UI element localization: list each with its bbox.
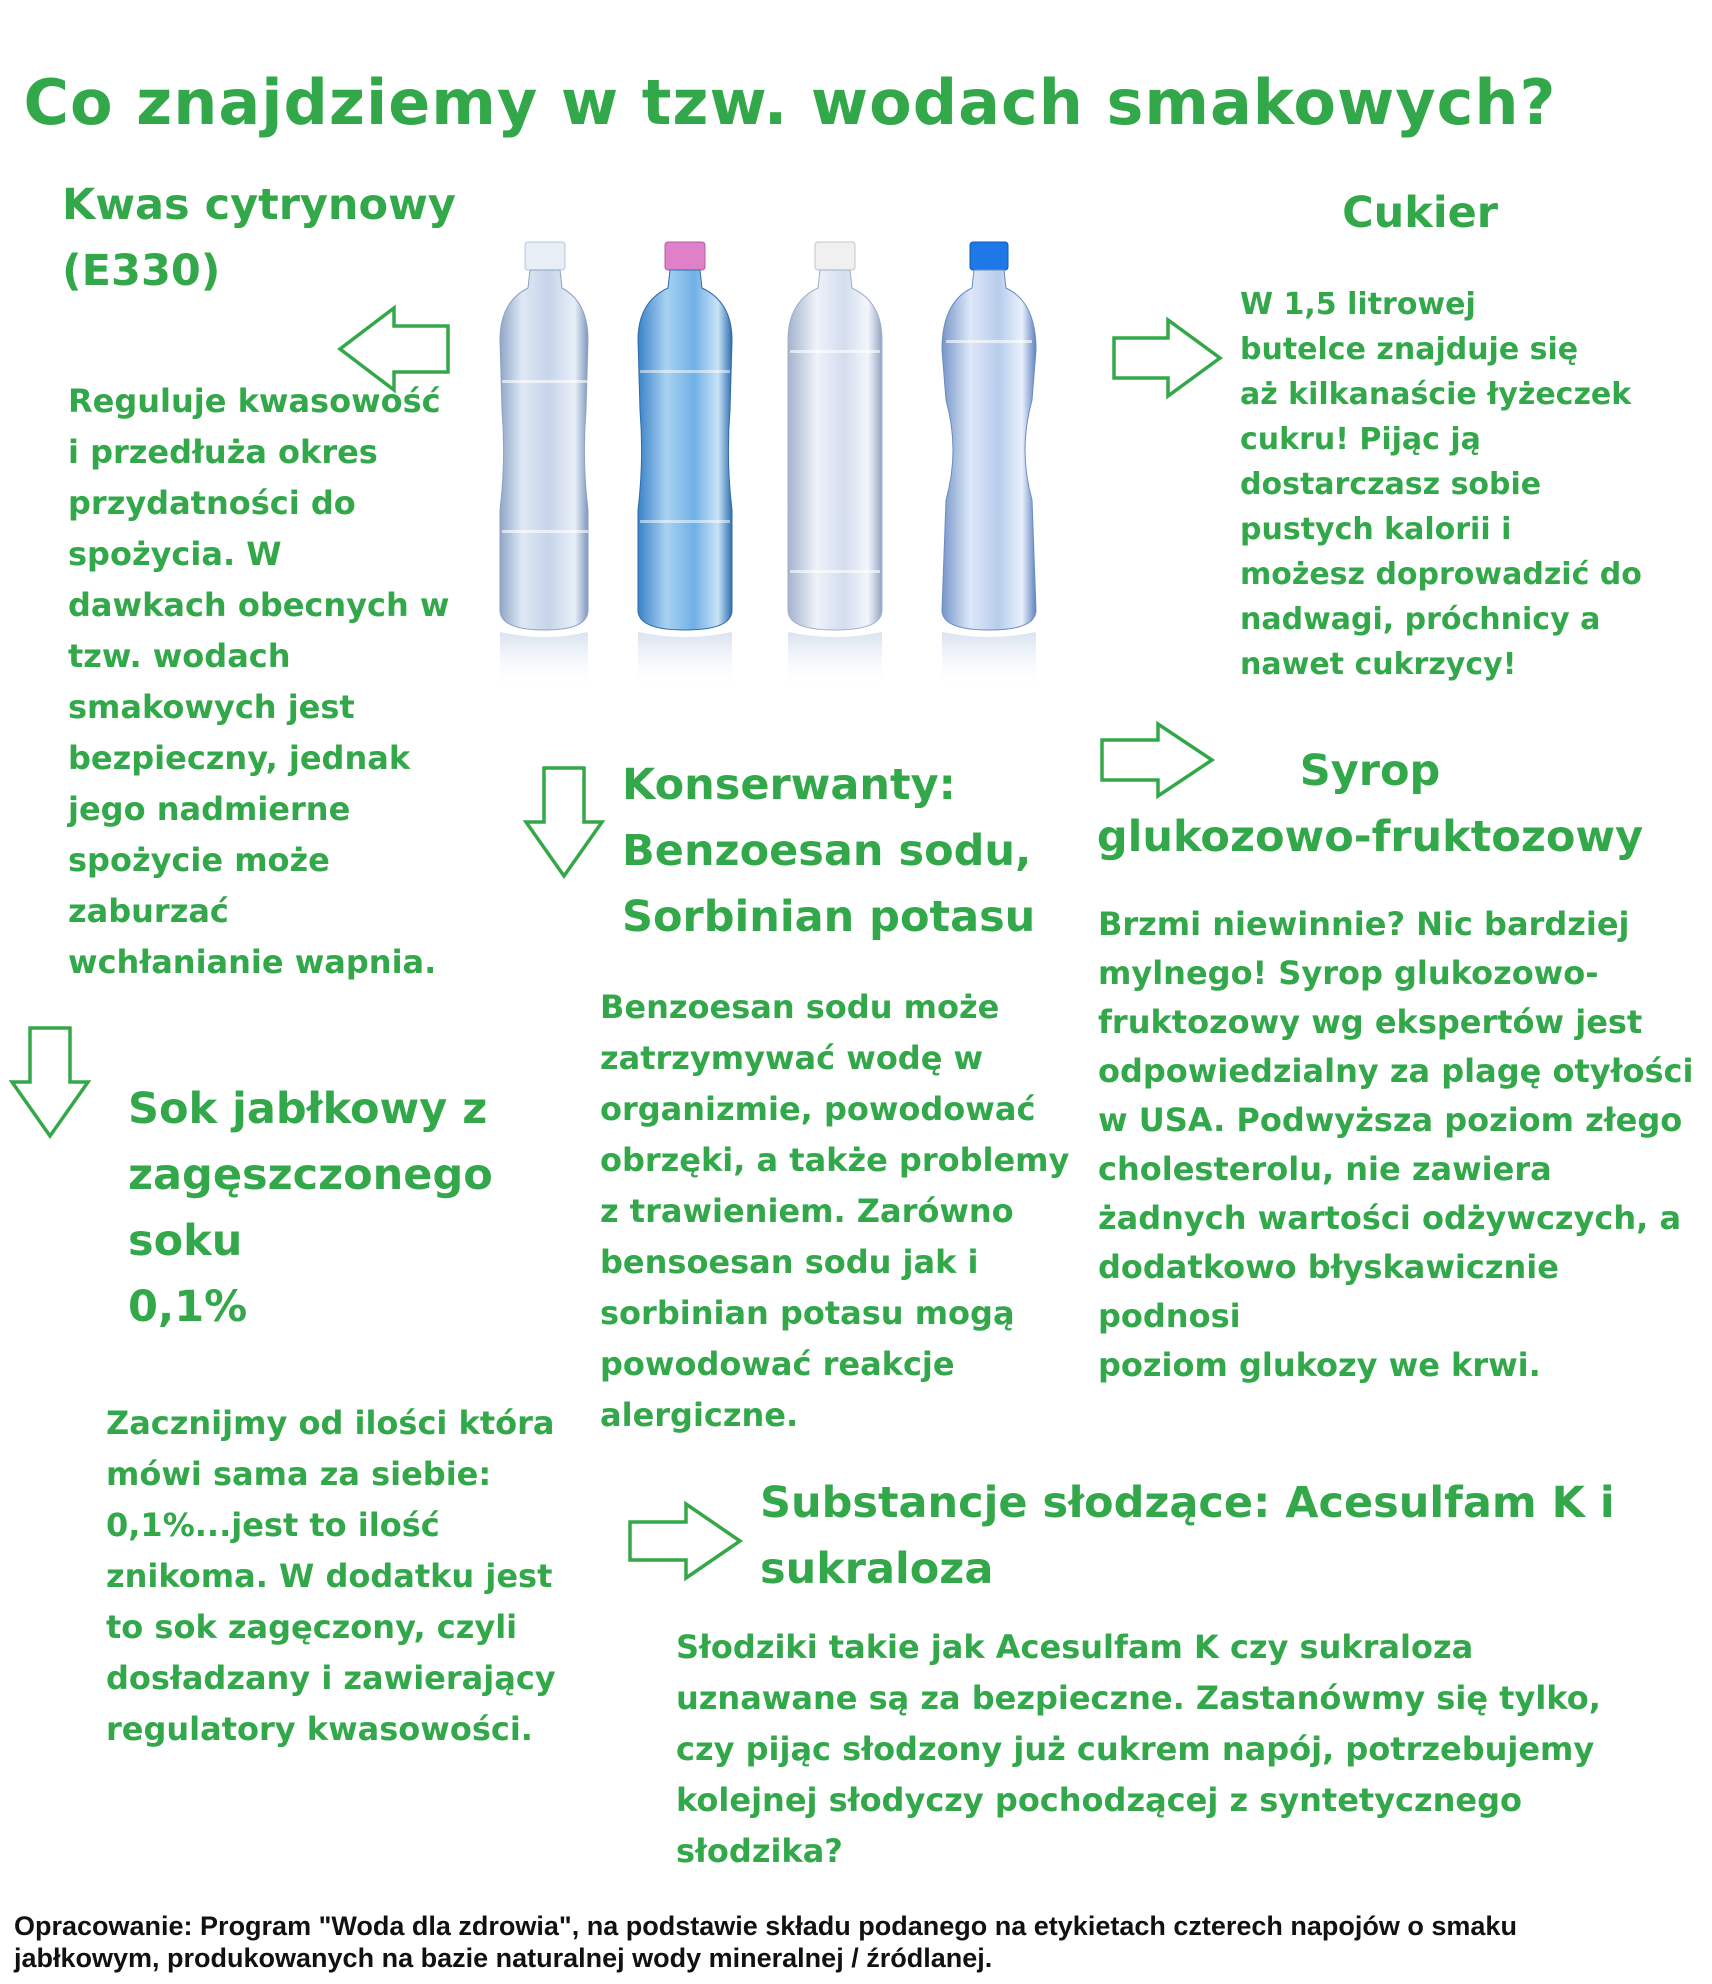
sugar-text: W 1,5 litrowej butelce znajduje się aż kilkanaście łyżeczek cukru! Pijąc ją dostarczasz sobie pustych kalorii i możesz doprowadzić do nadwagi, próchnicy a nawet cukrzycy! bbox=[1240, 287, 1642, 682]
water-bottle-icon bbox=[500, 242, 588, 690]
water-bottle-icon bbox=[942, 242, 1036, 690]
syrup-text: Brzmi niewinnie? Nic bardziej mylnego! Syrop glukozowo- fruktozowy wg ekspertów jest odpowiedzialny za plagę otyłości w USA. Podwyższa poziom złego cholesterolu, nie zawiera żadnych wartości odżywczych, a dodatkowo błyskawicznie podnosi poziom glukozy we krwi. bbox=[1098, 905, 1694, 1384]
preservatives-heading: Konserwanty: Benzoesan sodu, Sorbinian potasu bbox=[622, 760, 1036, 942]
juice-heading: Sok jabłkowy z zagęszczonego soku 0,1% bbox=[128, 1084, 493, 1332]
arrow-right-icon bbox=[628, 1502, 744, 1580]
water-bottles-image bbox=[470, 230, 1090, 750]
juice-text: Zacznijmy od ilości która mówi sama za siebie: 0,1%...jest to ilość znikoma. W dodatku jest to sok zagęczony, czyli dosładzany i zawierający regulatory kwasowości. bbox=[106, 1404, 556, 1748]
water-bottle-icon bbox=[638, 242, 732, 690]
footer-credits: Opracowanie: Program "Woda dla zdrowia", na podstawie składu podanego na etykietach czterech napojów o smaku jabłkowym, produkowanych na bazie naturalnej wody mineralnej / źródlanej. bbox=[14, 1911, 1517, 1973]
citric-acid-text: Reguluje kwasowość i przedłuża okres przydatności do spożycia. W dawkach obecnych w tzw. wodach smakowych jest bezpieczny, jednak jego nadmierne spożycie może zaburzać wchłanianie wapnia. bbox=[68, 382, 450, 981]
water-bottle-icon bbox=[788, 242, 882, 690]
citric-acid-heading: Kwas cytrynowy (E330) bbox=[62, 180, 456, 296]
page-title: Co znajdziemy w tzw. wodach smakowych? bbox=[23, 66, 1557, 139]
sugar-heading: Cukier bbox=[1342, 188, 1498, 238]
syrup-heading: Syrop glukozowo-fruktozowy bbox=[1096, 746, 1644, 862]
arrow-down-icon bbox=[8, 1026, 92, 1140]
arrow-down-icon bbox=[522, 766, 606, 880]
arrow-right-icon bbox=[1112, 316, 1224, 400]
sweeteners-heading: Substancje słodzące: Acesulfam K i sukraloza bbox=[760, 1478, 1615, 1594]
preservatives-text: Benzoesan sodu może zatrzymywać wodę w organizmie, powodować obrzęki, a także problemy z trawieniem. Zarówno bensoesan sodu jak i sorbinian potasu mogą powodować reakcje alergiczne. bbox=[600, 988, 1070, 1434]
sweeteners-text: Słodziki takie jak Acesulfam K czy sukraloza uznawane są za bezpieczne. Zastanówmy się tylko, czy pijąc słodzony już cukrem napój, potrzebujemy kolejnej słodyczy pochodzącej z syntetycznego słodzika? bbox=[676, 1628, 1601, 1870]
